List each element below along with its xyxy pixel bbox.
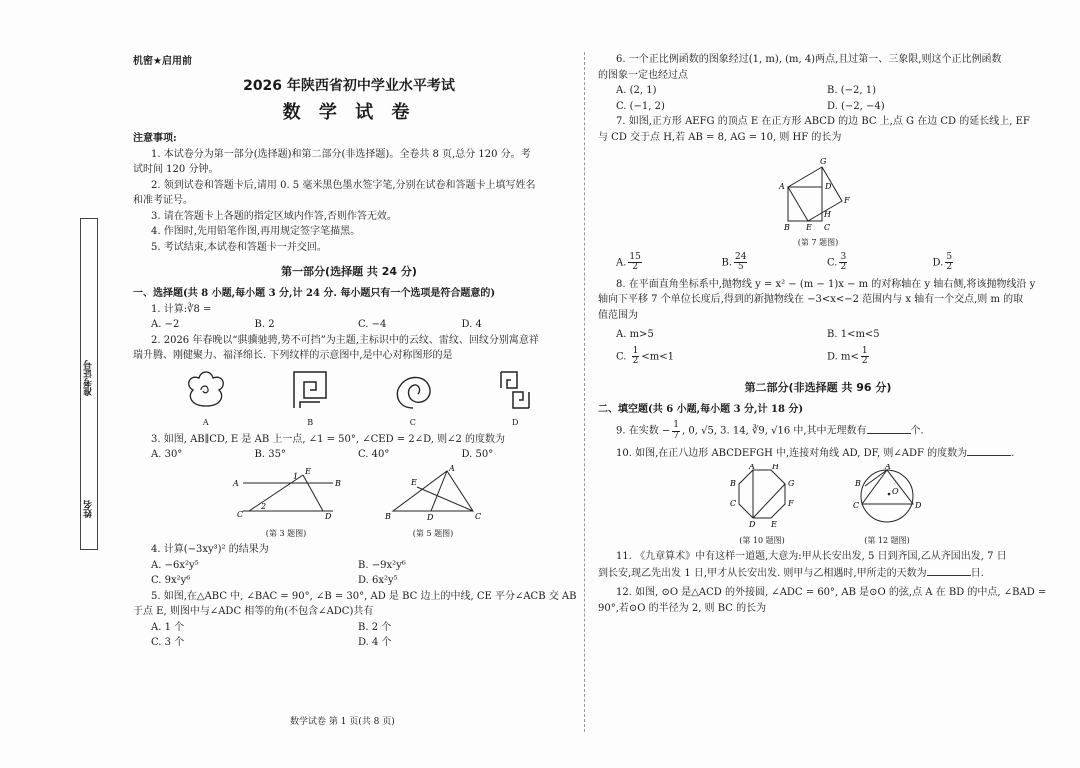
circle-diagram (847, 464, 927, 530)
fig3-point-d: D (325, 511, 332, 521)
fig7-point-d: D (825, 182, 832, 191)
fig5-point-a: A (449, 464, 455, 473)
q1-stem: 1. 计算:∛8 = (151, 303, 212, 315)
part1-instruction: 一、选择题(共 8 小题,每小题 3 分,计 24 分. 每小题只有一个选项是符合题意的) (133, 288, 496, 300)
left-column (133, 44, 577, 651)
q2-figure-b (290, 368, 330, 430)
q5-options-row1 (133, 620, 565, 636)
q7-option-d: D. $\frac{5}{2}$ (932, 251, 953, 273)
q8-line: 值范围为 (598, 309, 638, 321)
column-divider (584, 52, 585, 732)
figure-12 (847, 464, 927, 548)
q10-q12-figures (598, 464, 1038, 548)
secret-mark: 机密★启用前 (133, 56, 192, 67)
fig3-point-e: E (305, 466, 311, 476)
fig7-point-h: H (824, 210, 831, 219)
q10-stem: 10. 如图,在正八边形 ABCDEFGH 中,连接对角线 AD, DF, 则∠ADF 的度数为 . (598, 445, 1038, 462)
part1-title: 第一部分(选择题 共 24 分) (281, 265, 417, 279)
q6-option: B. (−2, 1) (827, 85, 876, 96)
q2-label: D (512, 418, 519, 428)
q4-option: B. −9x²y⁶ (358, 559, 406, 571)
notice-item: 3. 请在答题卡上各题的指定区域内作答,否则作答无效。 (151, 210, 397, 222)
spiral-cloud-icon (390, 368, 436, 412)
q8-line: 8. 在平面直角坐标系中,抛物线 y = x² − (m − 1)x − m 的对称轴在 y 轴右侧,将该抛物线沿 y (616, 278, 1036, 290)
q10-answer-blank[interactable] (967, 445, 1011, 456)
fig7-point-g: G (820, 157, 827, 166)
fig10-point-f: F (788, 498, 794, 508)
q7-options (598, 253, 1038, 273)
q2-figures (133, 368, 565, 430)
q11-line: 到长安,现乙先出发 1 日,甲才从长安出发. 则甲与乙相遇时,甲所走的天数为 日. (598, 565, 1038, 582)
fig5-caption: (第 5 题图) (412, 529, 454, 539)
q7-option-b: B. $\frac{24}{5}$ (721, 251, 747, 273)
q1-options (133, 317, 565, 333)
notice-item: 1. 本试卷分为第一部分(选择题)和第二部分(非选择题)。全卷共 8 页,总分 120 分。考 (151, 148, 531, 160)
q4-option: D. 6x²y⁵ (358, 575, 398, 587)
q8-option-c: C. $\frac{1}{2}$ <m<1 (616, 345, 675, 367)
q8-line: 轴向下平移 7 个单位长度后,得到的新抛物线在 −3<x<−2 范围内与 x 轴有一个交点,则 m 的取 (598, 294, 1024, 306)
parallel-lines-diagram (231, 465, 341, 523)
q11-line: 11. 《九章算术》中有这样一道题,大意为:甲从长安出发, 5 日到齐国,乙从齐国出发, 7 日 (616, 551, 1007, 563)
q3-option: B. 35° (254, 449, 286, 461)
q4-options-row2 (133, 573, 565, 589)
fig10-point-e: E (771, 519, 777, 529)
page-footer: 数学试卷 第 1 页(共 8 页) (290, 717, 395, 727)
q2-line: 2. 2026 年春晚以“骐骥驰骋,势不可挡”为主题,主标识中的云纹、雷纹、回纹分别寓意祥 (151, 334, 539, 346)
part2-title: 第二部分(非选择题 共 96 分) (744, 380, 892, 394)
q3-option: D. 50° (461, 449, 494, 461)
q4-stem: 4. 计算(−3xy³)² 的结果为 (151, 544, 269, 556)
q3-stem: 3. 如图, AB∥CD, E 是 AB 上一点, ∠1 = 50°, ∠CED = 2∠D, 则∠2 的度数为 (151, 433, 506, 445)
figure-3 (231, 465, 341, 541)
figure-7 (598, 147, 1038, 249)
notice-item: 4. 作图时,先用铅笔作图,再用规定签字笔描黑。 (151, 226, 361, 238)
q6-options-row2 (598, 99, 1038, 115)
q1-option: B. 2 (254, 319, 275, 331)
fig3-point-b: B (335, 478, 341, 488)
q7-line: 与 CD 交于点 H,若 AB = 8, AG = 10, 则 HF 的长为 (598, 131, 842, 143)
right-column (598, 52, 1047, 616)
q6-option: A. (2, 1) (616, 85, 657, 96)
square-diagram (768, 147, 868, 231)
q5-option: B. 2 个 (358, 621, 392, 633)
fig3-point-a: A (233, 478, 239, 488)
notice-item: 和准考证号。 (133, 195, 193, 207)
fig3-caption: (第 3 题图) (265, 529, 307, 539)
fig12-point-o: O (892, 486, 899, 496)
q2-figure-a (181, 368, 231, 430)
fig3-angle-2: 2 (261, 501, 267, 511)
q8-option-b: B. 1<m<5 (827, 329, 880, 341)
fig5-point-c: C (475, 511, 482, 521)
fig7-point-f: F (844, 196, 850, 205)
fig3-angle-1: 1 (293, 471, 299, 481)
fret-pattern-icon (495, 368, 535, 412)
notice-item: 5. 考试结束,本试卷和答题卡一并交回。 (151, 241, 327, 253)
q7-line: 7. 如图,正方形 AEFG 的顶点 E 在正方形 ABCD 的边 BC 上,点 G 在边 CD 的延长线上, EF (616, 116, 1030, 127)
fig12-point-b: B (855, 478, 861, 488)
fig10-point-c: C (730, 498, 737, 508)
notice-item: 2. 领到试卷和答题卡后,请用 0. 5 毫米黑色墨水签字笔,分别在试卷和答题卡上填写姓名 (151, 179, 536, 191)
q3-option: A. 30° (151, 449, 183, 461)
name-label: 姓名 (84, 500, 94, 518)
fig5-point-b: B (385, 511, 391, 521)
octagon-diagram (727, 464, 797, 530)
q4-option: A. −6x²y⁵ (151, 559, 199, 571)
fig7-point-b: B (784, 223, 790, 231)
q5-option: D. 4 个 (358, 637, 392, 649)
q2-label: B (307, 418, 314, 428)
q3-option: C. 40° (358, 449, 390, 461)
fig12-point-a: A (885, 463, 891, 471)
q7-option-c: C. $\frac{3}{2}$ (827, 251, 847, 273)
q8-option-a: A. m>5 (616, 329, 654, 341)
fig10-point-a: A (749, 463, 755, 471)
q12-line: 90°,若⊙O 的半径为 2, 则 BC 的长为 (598, 602, 767, 614)
fig12-caption: (第 12 题图) (864, 536, 910, 546)
fig5-point-e: E (411, 477, 417, 487)
q2-label: C (409, 418, 416, 428)
q2-figure-c (390, 368, 436, 430)
fig10-point-g: G (788, 478, 795, 488)
q2-label: A (202, 418, 209, 428)
q4-option: C. 9x²y⁶ (151, 575, 191, 587)
fig10-point-d: D (749, 519, 756, 529)
cloud-pattern-icon (181, 368, 231, 412)
figure-10 (727, 464, 797, 548)
notice-item: 试时间 120 分钟。 (133, 164, 219, 176)
q6-line: 的图象一定也经过点 (598, 69, 688, 81)
q3-options (133, 447, 565, 463)
exam-subtitle: 数 学 试 卷 (282, 102, 416, 124)
fig10-caption: (第 10 题图) (739, 536, 785, 546)
q1-option: C. −4 (358, 319, 387, 331)
fig10-point-h: H (772, 463, 779, 471)
q2-line: 瑞升腾、刚健聚力、福泽绵长. 下列纹样的示意图中,是中心对称图形的是 (133, 350, 453, 362)
q2-figure-d (495, 368, 535, 430)
part2-instruction: 二、填空题(共 6 小题,每小题 3 分,计 18 分) (598, 403, 804, 415)
q5-options-row2 (133, 635, 565, 651)
triangle-diagram (381, 465, 485, 523)
q7-option-a: A. $\frac{15}{2}$ (616, 251, 641, 273)
fig7-caption: (第 7 题图) (797, 237, 839, 247)
q8-option-d: D. m< $\frac{1}{2}$ (827, 345, 868, 367)
q6-option: D. (−2, −4) (827, 100, 885, 112)
q11-answer-blank[interactable] (927, 565, 971, 576)
notice-heading: 注意事项: (133, 133, 177, 145)
q1-option: A. −2 (151, 319, 180, 331)
q4-options-row1 (133, 558, 565, 574)
q6-option: C. (−1, 2) (616, 100, 665, 112)
q5-line: 于点 E, 则图中与∠ADC 相等的角(不包含∠ADC)共有 (133, 606, 374, 618)
q8-options-row1 (598, 327, 1038, 343)
q3-q5-figures (133, 465, 565, 541)
figure-5 (381, 465, 485, 541)
fig3-point-c: C (237, 509, 244, 519)
exam-title: 2026 年陕西省初中学业水平考试 (243, 77, 455, 94)
q8-options-row2 (598, 347, 1038, 367)
q9-answer-blank[interactable] (867, 423, 911, 434)
fig7-point-a: A (779, 182, 785, 191)
q6-options-row1 (598, 83, 1038, 99)
thunder-pattern-icon (290, 368, 330, 412)
q5-option: A. 1 个 (151, 621, 185, 633)
q5-line: 5. 如图,在△ABC 中, ∠BAC = 90°, ∠B = 30°, AD 是 BC 边上的中线, CE 平分∠ACB 交 AB (151, 590, 577, 602)
exam-number-label: 准考证号 (84, 360, 94, 396)
fig12-point-d: D (915, 500, 922, 510)
q1-option: D. 4 (461, 319, 482, 331)
fig7-point-e: E (806, 223, 812, 231)
fig12-point-c: C (853, 500, 860, 510)
fig10-point-b: B (730, 478, 736, 488)
q5-option: C. 3 个 (151, 637, 185, 649)
q9-stem: 9. 在实数 − $\frac{1}{7}$ , 0, √5, 3. 14, ∛9, √16 中,其中无理数有 个. (616, 420, 924, 441)
q6-line: 6. 一个正比例函数的图象经过(1, m), (m, 4)两点,且过第一、三象限,则这个正比例函数 (616, 54, 1002, 65)
q12-line: 12. 如图, ⊙O 是△ACD 的外接圆, ∠ADC = 60°, AB 是⊙O 的弦,点 A 在 BD 的中点, ∠BAD = (616, 587, 1047, 599)
fig7-point-c: C (824, 223, 831, 231)
fig5-point-d: D (427, 512, 434, 522)
